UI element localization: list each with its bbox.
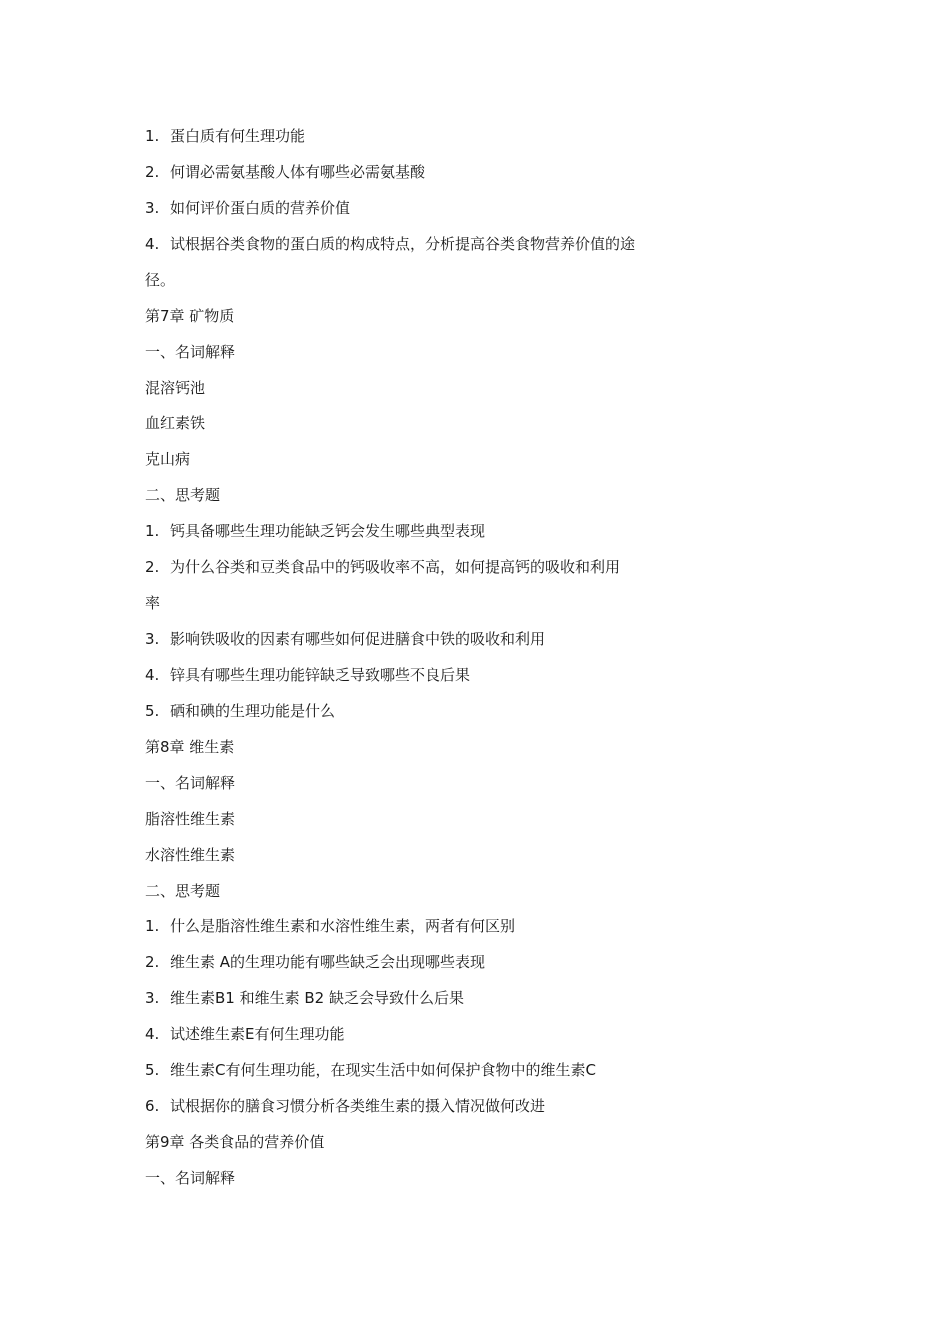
item-number: 3 . — [145, 629, 170, 649]
item-number: 1 . — [145, 521, 170, 541]
line-text: 钙具备哪些生理功能缺乏钙会发生哪些典型表现 — [170, 522, 486, 541]
text-line — [145, 665, 705, 685]
text-line — [145, 773, 705, 793]
text-line — [145, 521, 705, 541]
text-line — [145, 809, 705, 829]
text-line — [145, 126, 705, 146]
line-text: 一、名词解释 — [145, 1168, 236, 1187]
text-line — [145, 270, 705, 290]
line-text: 硒和碘的生理功能是什么 — [170, 701, 336, 720]
text-line — [145, 845, 705, 865]
text-line — [145, 1096, 705, 1116]
line-text: 影响铁吸收的因素有哪些如何促进膳食中铁的吸收和利用 — [170, 630, 546, 649]
line-text: 第7章 矿物质 — [145, 306, 235, 325]
line-text: 试根据你的膳食习惯分析各类维生素的摄入情况做何改进 — [170, 1097, 546, 1116]
line-text: 维生素 A的生理功能有哪些缺乏会出现哪些表现 — [170, 953, 486, 972]
text-line — [145, 629, 705, 649]
line-text: 脂溶性维生素 — [145, 809, 236, 828]
item-number: 2 . — [145, 952, 170, 972]
item-number: 4 . — [145, 1024, 170, 1044]
line-text: 率 — [145, 594, 161, 613]
text-line — [145, 1060, 705, 1080]
item-number: 3 . — [145, 198, 170, 218]
line-text: 试述维生素E有何生理功能 — [170, 1025, 345, 1044]
line-text: 蛋白质有何生理功能 — [170, 127, 306, 145]
line-text: 为什么谷类和豆类食品中的钙吸收率不高，如何提高钙的吸收和利用 — [170, 558, 621, 577]
text-line — [145, 1168, 705, 1188]
line-text: 二、思考题 — [145, 881, 221, 900]
line-text: 第9章 各类食品的营养价值 — [145, 1133, 325, 1152]
line-text: 一、名词解释 — [145, 773, 236, 792]
line-text: 一、名词解释 — [145, 342, 236, 361]
line-text: 混溶钙池 — [145, 378, 206, 397]
text-line — [145, 916, 705, 936]
item-number: 1 . — [145, 126, 170, 146]
line-text: 血红素铁 — [145, 414, 206, 433]
text-line — [145, 1132, 705, 1152]
line-text: 水溶性维生素 — [145, 845, 236, 864]
text-line — [145, 342, 705, 362]
text-line — [145, 1024, 705, 1044]
text-line — [145, 306, 705, 326]
line-text: 克山病 — [145, 450, 191, 469]
line-text: 维生素C有何生理功能，在现实生活中如何保护食物中的维生素C — [170, 1061, 596, 1080]
text-line — [145, 701, 705, 721]
text-line — [145, 881, 705, 901]
line-text: 第8章 维生素 — [145, 737, 235, 756]
line-text: 什么是脂溶性维生素和水溶性维生素，两者有何区别 — [170, 917, 516, 936]
item-number: 4 . — [145, 234, 170, 254]
item-number: 2 . — [145, 557, 170, 577]
text-line — [145, 737, 705, 757]
text-line — [145, 413, 705, 433]
text-line — [145, 485, 705, 505]
text-line — [145, 198, 705, 218]
line-text: 如何评价蛋白质的营养价值 — [170, 198, 351, 217]
text-line — [145, 988, 705, 1008]
item-number: 6 . — [145, 1096, 170, 1116]
item-number: 4 . — [145, 665, 170, 685]
item-number: 1 . — [145, 916, 170, 936]
text-line — [145, 162, 705, 182]
text-line — [145, 378, 705, 398]
text-line — [145, 449, 705, 469]
line-text: 试根据谷类食物的蛋白质的构成特点，分析提高谷类食物营养价值的途 — [170, 234, 636, 253]
line-text: 锌具有哪些生理功能锌缺乏导致哪些不良后果 — [170, 665, 471, 684]
line-text: 何谓必需氨基酸人体有哪些必需氨基酸 — [170, 162, 426, 181]
text-line — [145, 234, 705, 254]
text-line — [145, 952, 705, 972]
line-text: 维生素B1 和维生素 B2 缺乏会导致什么后果 — [170, 989, 464, 1008]
item-number: 2 . — [145, 162, 170, 182]
item-number: 5 . — [145, 701, 170, 721]
line-text: 二、思考题 — [145, 486, 221, 505]
text-line — [145, 557, 705, 577]
item-number: 3 . — [145, 988, 170, 1008]
line-text: 径。 — [145, 270, 176, 289]
item-number: 5 . — [145, 1060, 170, 1080]
text-line — [145, 593, 705, 613]
